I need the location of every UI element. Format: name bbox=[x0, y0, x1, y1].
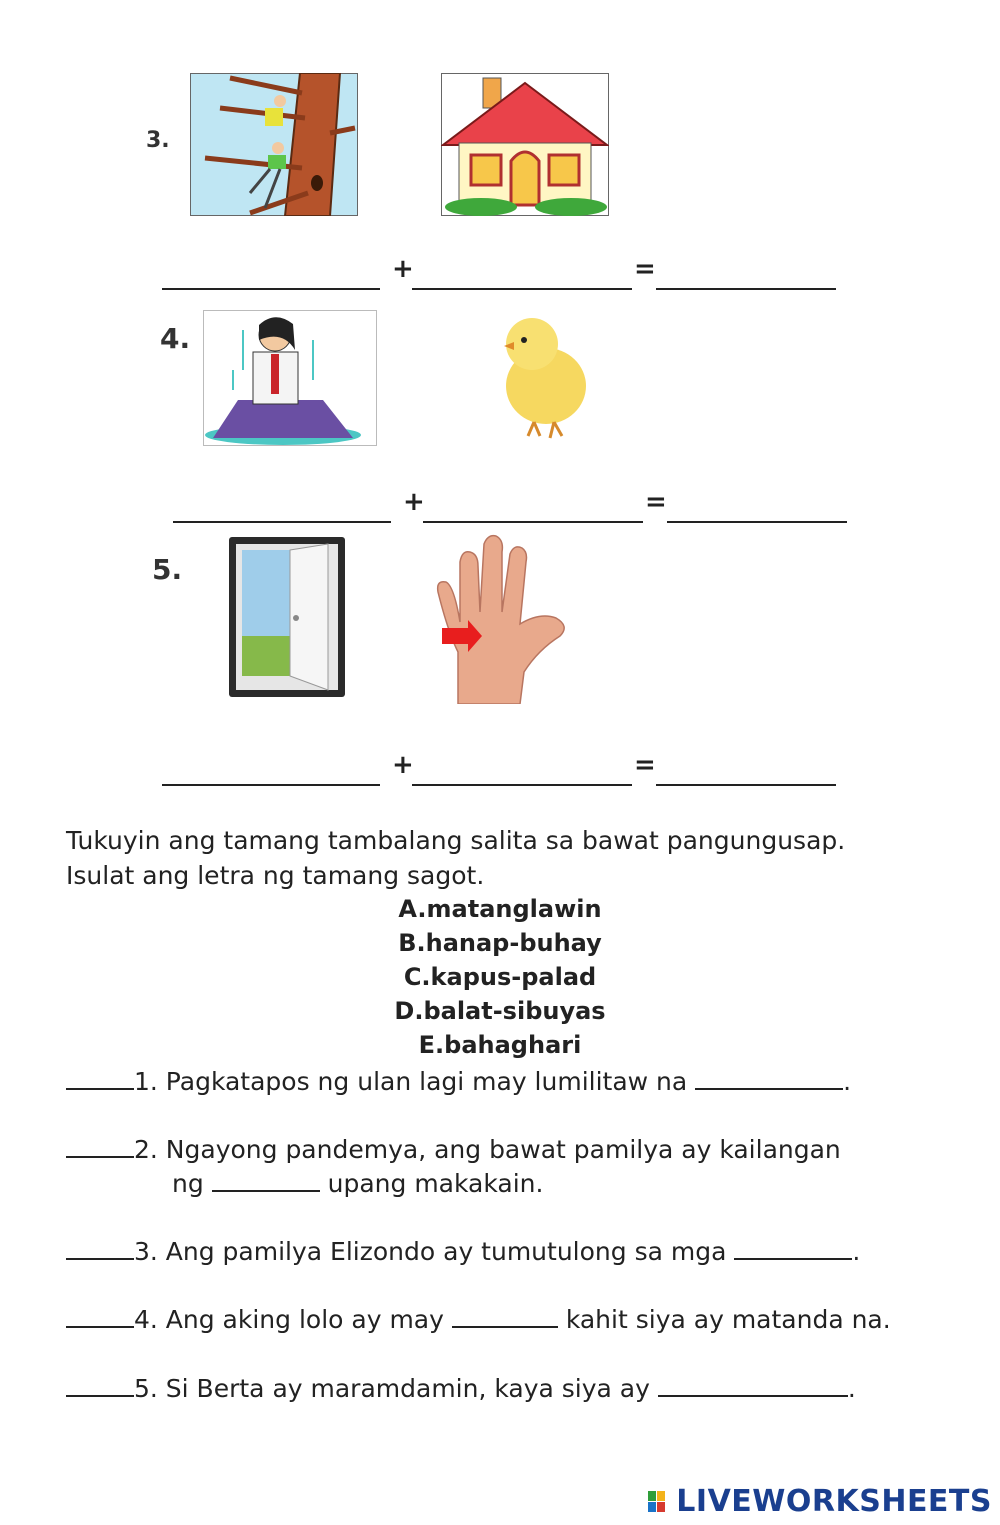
palm-hand-icon bbox=[428, 532, 570, 704]
answer-blank-4a[interactable] bbox=[173, 521, 391, 523]
choice-d: D.balat-sibuyas bbox=[394, 997, 606, 1025]
sentence-blank-3[interactable] bbox=[734, 1236, 852, 1260]
problem-number-4: 4. bbox=[160, 322, 191, 355]
question-2 bbox=[66, 1134, 841, 1164]
answer-blank-4b[interactable] bbox=[423, 521, 643, 523]
choice-e: E.bahaghari bbox=[418, 1031, 582, 1059]
question-4 bbox=[66, 1304, 891, 1334]
answer-blank-3b[interactable] bbox=[412, 288, 632, 290]
choice-b: B.hanap-buhay bbox=[398, 929, 602, 957]
answer-blank-3a[interactable] bbox=[162, 288, 380, 290]
answer-blank-5b[interactable] bbox=[412, 784, 632, 786]
question-text: 3. Ang pamilya Elizondo ay tumutulong sa mga bbox=[134, 1237, 735, 1266]
problem-number-5: 5. bbox=[152, 553, 183, 586]
answer-blank-5a[interactable] bbox=[162, 784, 380, 786]
house-icon bbox=[441, 73, 609, 216]
answer-letter-blank-4[interactable] bbox=[66, 1304, 134, 1328]
chick-icon bbox=[494, 306, 594, 440]
question-2-line-2 bbox=[172, 1168, 543, 1198]
question-3 bbox=[66, 1236, 860, 1266]
liveworksheets-logo bbox=[648, 1484, 992, 1519]
question-text: 1. Pagkatapos ng ulan lagi may lumilitaw na bbox=[134, 1067, 696, 1096]
sentence-blank-2[interactable] bbox=[212, 1168, 320, 1192]
instruction-line-1: Tukuyin ang tamang tambalang salita sa bawat pangungusap. bbox=[66, 826, 846, 855]
tree-climbing-icon bbox=[190, 73, 358, 216]
question-text-end: . bbox=[843, 1067, 852, 1096]
answer-letter-blank-2[interactable] bbox=[66, 1134, 134, 1158]
sentence-blank-4[interactable] bbox=[452, 1304, 558, 1328]
question-text-end: upang makakain. bbox=[319, 1169, 544, 1198]
logo-text: LIVEWORKSHEETS bbox=[676, 1484, 992, 1519]
question-text: 2. Ngayong pandemya, ang bawat pamilya ay kailangan bbox=[134, 1135, 841, 1164]
soaked-man-icon bbox=[203, 310, 377, 446]
answer-blank-3c[interactable] bbox=[656, 288, 836, 290]
question-1 bbox=[66, 1066, 851, 1096]
question-text-end: . bbox=[847, 1374, 856, 1403]
instruction-line-2: Isulat ang letra ng tamang sagot. bbox=[66, 861, 485, 890]
question-text-end: kahit siya ay matanda na. bbox=[557, 1305, 891, 1334]
sentence-blank-1[interactable] bbox=[695, 1066, 843, 1090]
equals-sign: = bbox=[634, 254, 656, 284]
question-text-end: . bbox=[852, 1237, 861, 1266]
choice-c: C.kapus-palad bbox=[403, 963, 597, 991]
plus-sign: + bbox=[392, 750, 414, 780]
equals-sign: = bbox=[645, 487, 667, 517]
answer-blank-5c[interactable] bbox=[656, 784, 836, 786]
sentence-blank-5[interactable] bbox=[658, 1373, 848, 1397]
open-door-icon bbox=[228, 536, 346, 698]
plus-sign: + bbox=[392, 254, 414, 284]
liveworksheets-logo-icon bbox=[648, 1491, 674, 1513]
choice-a: A.matanglawin bbox=[398, 895, 602, 923]
answer-letter-blank-1[interactable] bbox=[66, 1066, 134, 1090]
problem-number-3: 3. bbox=[146, 128, 170, 153]
answer-letter-blank-3[interactable] bbox=[66, 1236, 134, 1260]
question-text: ng bbox=[172, 1169, 212, 1198]
question-text: 4. Ang aking lolo ay may bbox=[134, 1305, 452, 1334]
question-5 bbox=[66, 1373, 856, 1403]
answer-letter-blank-5[interactable] bbox=[66, 1373, 134, 1397]
equals-sign: = bbox=[634, 750, 656, 780]
plus-sign: + bbox=[403, 487, 425, 517]
answer-blank-4c[interactable] bbox=[667, 521, 847, 523]
question-text: 5. Si Berta ay maramdamin, kaya siya ay bbox=[134, 1374, 658, 1403]
